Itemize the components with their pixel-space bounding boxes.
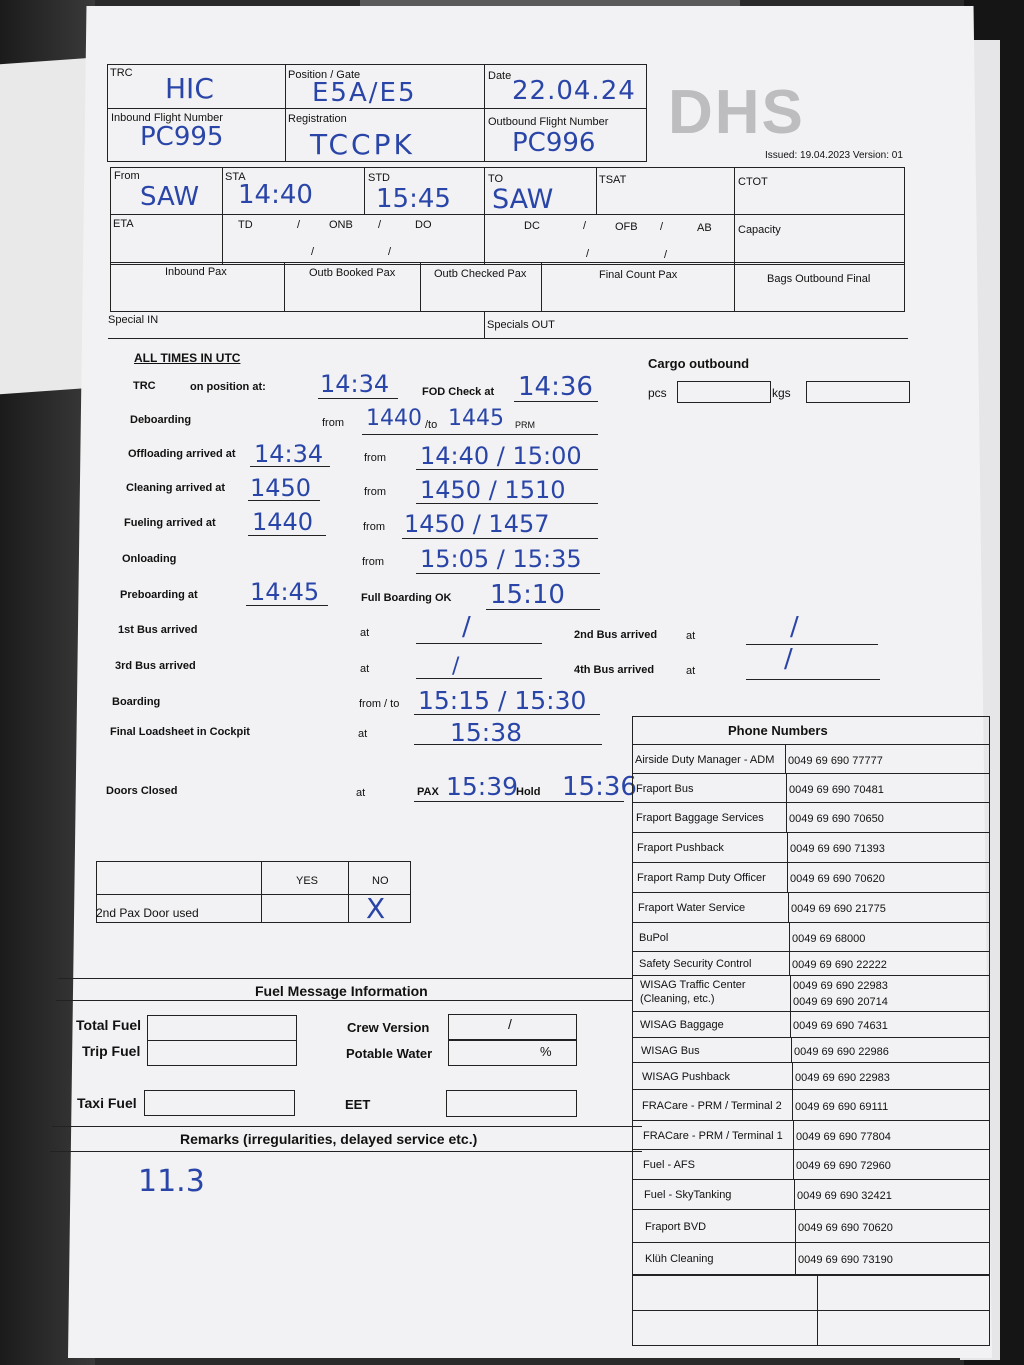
slash: / [297,219,301,231]
date-label: Date [488,70,512,82]
deboarding-from-value: 1440 [366,406,422,431]
divider [795,1210,796,1243]
onb-label: ONB [329,219,353,231]
divider [791,1038,792,1063]
remarks-title: Remarks (irregularities, delayed service etc.) [180,1131,478,1147]
phone-number[interactable]: 0049 69 690 77804 [796,1131,891,1143]
registration-label: Registration [288,113,347,125]
onloading-label: Onloading [122,553,177,565]
phone-number[interactable]: 0049 69 690 73190 [798,1254,893,1266]
underline [746,679,880,680]
inbound-flight-value: PC995 [140,122,224,152]
phone-row-empty [632,1310,990,1311]
divider [790,1012,791,1038]
trc-label: TRC [110,67,133,79]
phone-contact-name: Airside Duty Manager - ADM [635,754,775,766]
potable-water-input[interactable] [448,1040,577,1066]
kgs-input[interactable] [806,381,910,403]
phone-row [632,745,990,774]
phone-number[interactable]: 0049 69 690 74631 [793,1020,888,1032]
crew-version-separator: / [508,1016,512,1032]
on-position-label: on position at: [190,381,266,393]
preboarding-value: 14:45 [250,578,320,606]
phone-contact-name: Safety Security Control [639,958,752,970]
phone-number[interactable]: 0049 69 690 22983 0049 69 690 20714 [793,980,888,1008]
from-label: from [364,452,386,464]
phone-number[interactable]: 0049 69 690 22222 [792,959,887,971]
divider [795,1243,796,1275]
divider [734,167,735,265]
underline [514,401,598,402]
pcs-input[interactable] [677,381,771,403]
trip-fuel-label: Trip Fuel [82,1043,141,1059]
hold-doors-value: 15:36 [562,772,637,802]
divider [56,1000,632,1001]
onloading-range-value: 15:05 / 15:35 [420,545,582,573]
inbound-flight-label: Inbound Flight Number [111,112,223,124]
divider [734,262,735,312]
phone-contact-name: FRACare - PRM / Terminal 2 [642,1100,782,1112]
phone-number[interactable]: 0049 69 690 21775 [791,903,886,915]
cargo-outbound-title: Cargo outbound [648,356,750,371]
underline [246,605,328,606]
phone-contact-name: WISAG Traffic Center (Cleaning, etc.) [640,979,746,1005]
phone-number[interactable]: 0049 69 690 22986 [794,1046,889,1058]
divider [364,167,365,214]
divider [793,1150,794,1180]
at-label: at [360,627,370,639]
divider [786,774,787,803]
eta-label: ETA [113,218,134,230]
phone-number[interactable]: 0049 69 690 72960 [796,1160,891,1172]
to-label: TO [488,173,504,185]
phone-row-empty [632,1275,990,1276]
bus1-label: 1st Bus arrived [118,624,198,636]
bus2-value: / [790,612,799,642]
taxi-fuel-input[interactable] [144,1090,295,1116]
no-checkbox-mark[interactable]: X [366,892,386,925]
from-label: From [114,170,140,182]
dhs-logo: DHS [668,78,805,147]
divider [790,976,791,1012]
phone-row [632,893,990,923]
phone-row [632,1012,990,1038]
underline [402,538,598,539]
at-label: at [356,787,366,799]
full-boarding-label: Full Boarding OK [361,592,452,604]
from-value: SAW [140,182,200,212]
bags-outbound-final-label: Bags Outbound Final [767,273,871,285]
divider [792,1063,793,1090]
from-to-label: from / to [359,698,400,710]
cleaning-label: Cleaning arrived at [126,482,226,494]
position-label: Position / Gate [288,69,361,81]
phone-row [632,976,990,1012]
underline [416,643,542,644]
pax-doors-value: 15:39 [446,772,519,801]
offloading-label: Offloading arrived at [128,448,236,460]
position-value: E5A/E5 [312,78,417,108]
eet-label: EET [345,1097,371,1112]
tsat-label: TSAT [599,174,627,186]
underline [416,469,598,470]
slash: / [311,246,315,258]
phone-number[interactable]: 0049 69 690 77777 [788,755,883,767]
divider [541,262,542,312]
underline [416,678,542,679]
trc-value: HIC [165,72,214,105]
fuel-message-title: Fuel Message Information [255,983,428,999]
underline [414,801,624,802]
phone-number[interactable]: 0049 69 690 71393 [790,843,885,855]
divider [789,923,790,952]
crew-version-input[interactable] [448,1014,577,1040]
to-separator: /to [425,419,438,431]
slash: / [586,248,590,260]
fueling-range-value: 1450 / 1457 [404,510,550,538]
phone-contact-name: Fraport BVD [645,1221,707,1233]
underline [248,500,320,501]
underline [250,466,330,467]
divider [785,745,786,774]
do-label: DO [415,219,432,231]
capacity-label: Capacity [738,224,781,236]
issued-version: Issued: 19.04.2023 Version: 01 [765,150,903,161]
total-fuel-label: Total Fuel [76,1017,142,1033]
cleaning-arrived-value: 1450 [250,474,312,502]
from-label: from [322,417,344,429]
hold-label: Hold [516,786,541,798]
on-position-value: 14:34 [320,370,390,398]
pax-door-label: 2nd Pax Door used [96,906,199,920]
underline [362,434,598,435]
fueling-label: Fueling arrived at [124,517,216,529]
pcs-label: pcs [648,386,667,400]
kgs-label: kgs [772,386,791,400]
bus4-label: 4th Bus arrived [574,664,655,676]
phone-number[interactable]: 0049 69 690 69111 [795,1101,889,1113]
remarks-value[interactable]: 11.3 [138,1164,205,1199]
offloading-arrived-value: 14:34 [254,440,324,468]
divider [787,833,788,863]
divider [348,861,349,923]
divider [794,1180,795,1210]
divider [285,64,286,162]
slash: / [378,219,382,231]
slash: / [583,220,587,232]
divider [52,1126,642,1127]
phone-number[interactable]: 0049 69 690 70620 [790,873,885,885]
loadsheet-label: Final Loadsheet in Cockpit [110,726,250,738]
total-fuel-input[interactable] [147,1015,297,1041]
sta-label: STA [225,171,246,183]
divider [484,167,485,265]
phone-contact-name: Fraport Pushback [637,842,724,854]
slash: / [664,249,668,261]
bus2-label: 2nd Bus arrived [574,629,658,641]
from-label: from [362,556,384,568]
phone-number[interactable]: 0049 69 690 70620 [798,1222,893,1234]
bus3-label: 3rd Bus arrived [115,660,196,672]
at-label: at [360,663,370,675]
sta-value: 14:40 [238,180,313,210]
divider [787,863,788,893]
underline [414,714,600,715]
preboarding-label: Preboarding at [120,589,198,601]
fod-check-label: FOD Check at [422,386,495,398]
outb-booked-pax-label: Outb Booked Pax [309,267,396,279]
outbound-flight-value: PC996 [512,128,596,158]
taxi-fuel-label: Taxi Fuel [77,1095,137,1111]
crew-version-label: Crew Version [347,1020,430,1035]
phone-contact-name: WISAG Pushback [642,1071,731,1083]
phone-contact-name: Fraport Baggage Services [636,812,764,824]
deboarding-to-value: 1445 [448,406,504,431]
fueling-arrived-value: 1440 [252,508,314,536]
divider [792,1090,793,1121]
prm-label: PRM [515,420,535,430]
to-value: SAW [492,184,554,215]
registration-value: TCCPK [310,128,415,161]
underline [414,744,602,745]
no-label: NO [372,875,389,887]
phone-row [632,1150,990,1180]
std-label: STD [368,172,390,184]
divider [817,1275,818,1345]
ab-label: AB [697,222,712,234]
phone-number[interactable]: 0049 69 690 22983 [795,1072,890,1084]
yes-label: YES [296,875,319,887]
ctot-label: CTOT [738,176,768,188]
divider [96,894,411,895]
phone-contact-name: FRACare - PRM / Terminal 1 [643,1130,783,1142]
at-label: at [686,630,696,642]
percent-sign: % [540,1044,552,1059]
phone-contact-name: WISAG Baggage [640,1019,724,1031]
bus4-value: / [784,644,793,674]
from-label: from [364,486,386,498]
loadsheet-value: 15:38 [450,718,523,747]
phone-number[interactable]: 0049 69 690 32421 [797,1190,892,1202]
divider [108,338,908,339]
deboarding-label: Deboarding [130,414,192,426]
phone-row [632,803,990,833]
phone-number[interactable]: 0049 69 68000 [792,933,866,945]
special-in-label: Special IN [108,314,159,326]
phone-contact-name: Fuel - AFS [643,1159,695,1171]
underline [486,609,600,610]
phone-row [632,952,990,976]
bus3-value: / [452,654,460,679]
doors-closed-label: Doors Closed [106,785,178,797]
phone-contact-name: Klüh Cleaning [645,1253,714,1265]
divider [786,803,787,833]
divider [789,952,790,976]
phone-row [632,1243,990,1275]
dc-label: DC [524,220,540,232]
all-times-heading: ALL TIMES IN UTC [134,351,241,365]
divider [420,262,421,312]
phone-row [632,1121,990,1150]
underline [416,503,598,504]
std-value: 15:45 [376,184,451,214]
inbound-pax-label: Inbound Pax [165,266,227,278]
underline [318,398,398,399]
cleaning-range-value: 1450 / 1510 [420,476,566,504]
divider [58,978,632,979]
phone-row [632,1063,990,1090]
outb-checked-pax-label: Outb Checked Pax [434,268,527,280]
phone-contact-name: BuPol [639,932,669,944]
trc-row-label: TRC [133,380,156,392]
phone-row [632,1090,990,1121]
td-label: TD [238,219,253,231]
underline [416,573,600,574]
phone-row [632,1210,990,1243]
fod-check-value: 14:36 [518,372,593,402]
final-count-pax-label: Final Count Pax [599,269,678,281]
potable-water-label: Potable Water [346,1046,433,1061]
divider [284,262,285,312]
underline [248,535,326,536]
boarding-label: Boarding [112,696,161,708]
phone-contact-name: WISAG Bus [641,1045,700,1057]
phone-row [632,1180,990,1210]
phone-row [632,833,990,863]
phone-row [632,1038,990,1063]
eet-input[interactable] [446,1090,577,1117]
outbound-flight-label: Outbound Flight Number [488,116,609,128]
divider [107,108,647,109]
phone-number[interactable]: 0049 69 690 70481 [789,784,884,796]
phone-row [632,863,990,893]
slash: / [388,246,392,258]
divider [484,312,485,338]
phone-number[interactable]: 0049 69 690 70650 [789,813,884,825]
phone-contact-name: Fraport Water Service [638,902,746,914]
pax-label: PAX [417,786,439,798]
trip-fuel-input[interactable] [147,1040,297,1066]
divider [222,167,223,265]
from-label: from [363,521,385,533]
divider [261,861,262,923]
divider [788,893,789,923]
bus1-value: / [462,612,471,642]
offloading-range-value: 14:40 / 15:00 [420,442,582,470]
full-boarding-value: 15:10 [490,580,565,610]
phone-row [632,774,990,803]
divider [484,64,485,162]
underline [746,644,878,645]
boarding-value: 15:15 / 15:30 [418,686,587,715]
phone-contact-name: Fuel - SkyTanking [644,1189,732,1201]
divider [596,167,597,214]
divider [793,1121,794,1150]
date-value: 22.04.24 [512,76,636,106]
phone-contact-name: Fraport Ramp Duty Officer [637,872,766,884]
phone-contact-name: Fraport Bus [636,783,694,795]
phone-numbers-title: Phone Numbers [728,723,828,738]
at-label: at [358,728,368,740]
specials-out-label: Specials OUT [487,319,555,331]
divider [50,1151,642,1152]
phone-row [632,923,990,952]
at-label: at [686,665,696,677]
ofb-label: OFB [615,221,638,233]
slash: / [660,221,664,233]
